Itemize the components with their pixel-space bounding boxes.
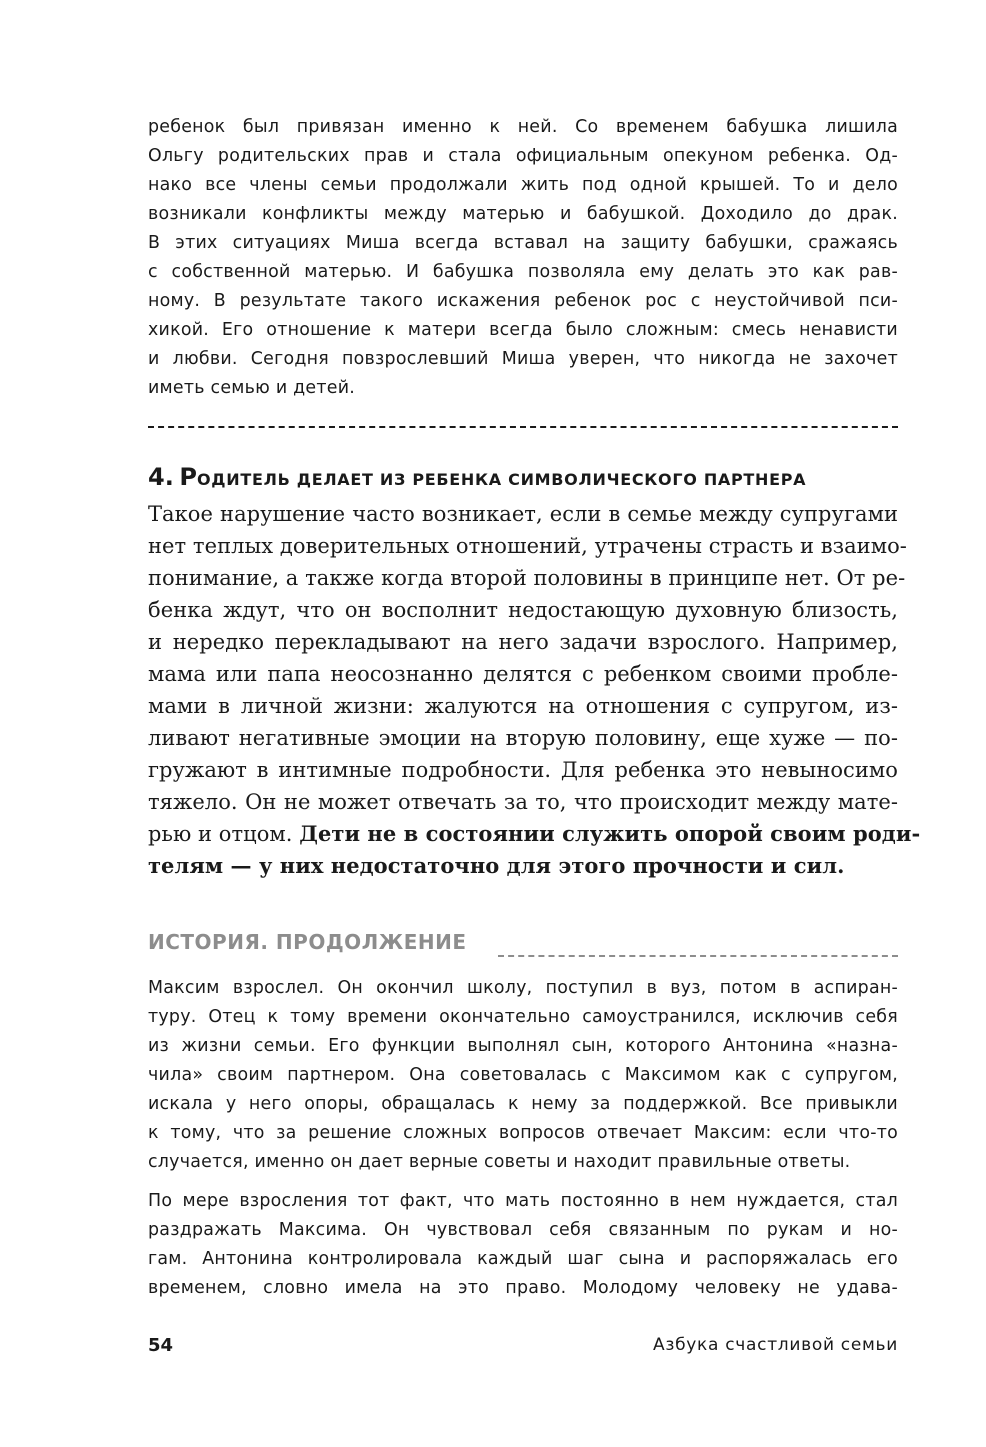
text-line: понимание, а также когда второй половины в принципе нет. От ре- bbox=[148, 566, 906, 590]
text-line: Максим взрослел. Он окончил школу, поступил в вуз, потом в аспиран- bbox=[148, 978, 898, 998]
text-line: возникали конфликты между матерью и бабушкой. Доходило до драк. bbox=[148, 204, 898, 224]
text-bold: Дети не в состоянии служить опорой своим роди- bbox=[299, 821, 921, 846]
story-paragraph bbox=[148, 974, 898, 1177]
text-line: Такое нарушение часто возникает, если в семье между супругами bbox=[148, 502, 898, 526]
book-title: Азбука счастливой семьи bbox=[653, 1335, 898, 1355]
intro-paragraph bbox=[148, 113, 898, 403]
text-bold: телям — у них недостаточно для этого прочности и сил. bbox=[148, 853, 845, 878]
section-title-initial: Р bbox=[179, 463, 197, 491]
text-line: временем, словно имела на это право. Молодому человеку не удава- bbox=[148, 1278, 898, 1298]
text-line: ливают негативные эмоции на вторую половину, еще хуже — по- bbox=[148, 726, 898, 750]
section-divider bbox=[148, 426, 898, 428]
text-normal: рью и отцом. bbox=[148, 822, 300, 846]
text-line: туру. Отец к тому времени окончательно самоустранился, исключив себя bbox=[148, 1007, 898, 1027]
page-number: 54 bbox=[148, 1335, 174, 1356]
section-body bbox=[148, 498, 921, 882]
text-line: гам. Антонина контролировала каждый шаг сына и распоряжалась его bbox=[148, 1249, 898, 1269]
text-line: бенка ждут, что он восполнит недостающую духовную близость, bbox=[148, 598, 898, 622]
text-line: мами в личной жизни: жалуются на отношения с супругом, из- bbox=[148, 694, 898, 718]
story-heading: ИСТОРИЯ. ПРОДОЛЖЕНИЕ bbox=[148, 930, 467, 954]
text-line: нет теплых доверительных отношений, утрачены страсть и взаимо- bbox=[148, 534, 907, 558]
section-heading bbox=[148, 463, 806, 491]
text-line: раздражать Максима. Он чувствовал себя связанным по рукам и но- bbox=[148, 1220, 898, 1240]
text-line: случается, именно он дает верные советы и находит правильные ответы. bbox=[148, 1152, 851, 1172]
text-line: ребенок был привязан именно к ней. Со временем бабушка лишила bbox=[148, 117, 898, 137]
text-line: иметь семью и детей. bbox=[148, 378, 356, 398]
story-heading-rule bbox=[498, 955, 898, 957]
text-line: из жизни семьи. Его функции выполнял сын, которого Антонина «назна- bbox=[148, 1036, 898, 1056]
text-line: и любви. Сегодня повзрослевший Миша уверен, что никогда не захочет bbox=[148, 349, 898, 369]
section-number: 4. bbox=[148, 463, 174, 491]
text-line: и нередко перекладывают на него задачи взрослого. Например, bbox=[148, 630, 898, 654]
section-title: ОДИТЕЛЬ ДЕЛАЕТ ИЗ РЕБЕНКА СИМВОЛИЧЕСКОГО ПАРТНЕРА bbox=[197, 470, 807, 489]
text-line: тяжело. Он не может отвечать за то, что происходит между мате- bbox=[148, 790, 898, 814]
text-line: хикой. Его отношение к матери всегда было сложным: смесь ненависти bbox=[148, 320, 898, 340]
text-line: ному. В результате такого искажения ребенок рос с неустойчивой пси- bbox=[148, 291, 898, 311]
text-line: искала у него опоры, обращалась к нему за поддержкой. Все привыкли bbox=[148, 1094, 898, 1114]
story-paragraph bbox=[148, 1187, 898, 1303]
text-line: В этих ситуациях Миша всегда вставал на защиту бабушки, сражаясь bbox=[148, 233, 898, 253]
text-line: с собственной матерью. И бабушка позволяла ему делать это как рав- bbox=[148, 262, 898, 282]
text-line: к тому, что за решение сложных вопросов отвечает Максим: если что-то bbox=[148, 1123, 898, 1143]
text-line: чила» своим партнером. Она советовалась с Максимом как с супругом, bbox=[148, 1065, 898, 1085]
text-line: По мере взросления тот факт, что мать постоянно в нем нуждается, стал bbox=[148, 1191, 898, 1211]
text-line bbox=[148, 818, 921, 850]
text-line: Ольгу родительских прав и стала официальным опекуном ребенка. Од- bbox=[148, 146, 898, 166]
text-line: нако все члены семьи продолжали жить под одной крышей. То и дело bbox=[148, 175, 898, 195]
text-line bbox=[148, 850, 898, 882]
text-line: гружают в интимные подробности. Для ребенка это невыносимо bbox=[148, 758, 898, 782]
text-line: мама или папа неосознанно делятся с ребенком своими пробле- bbox=[148, 662, 898, 686]
